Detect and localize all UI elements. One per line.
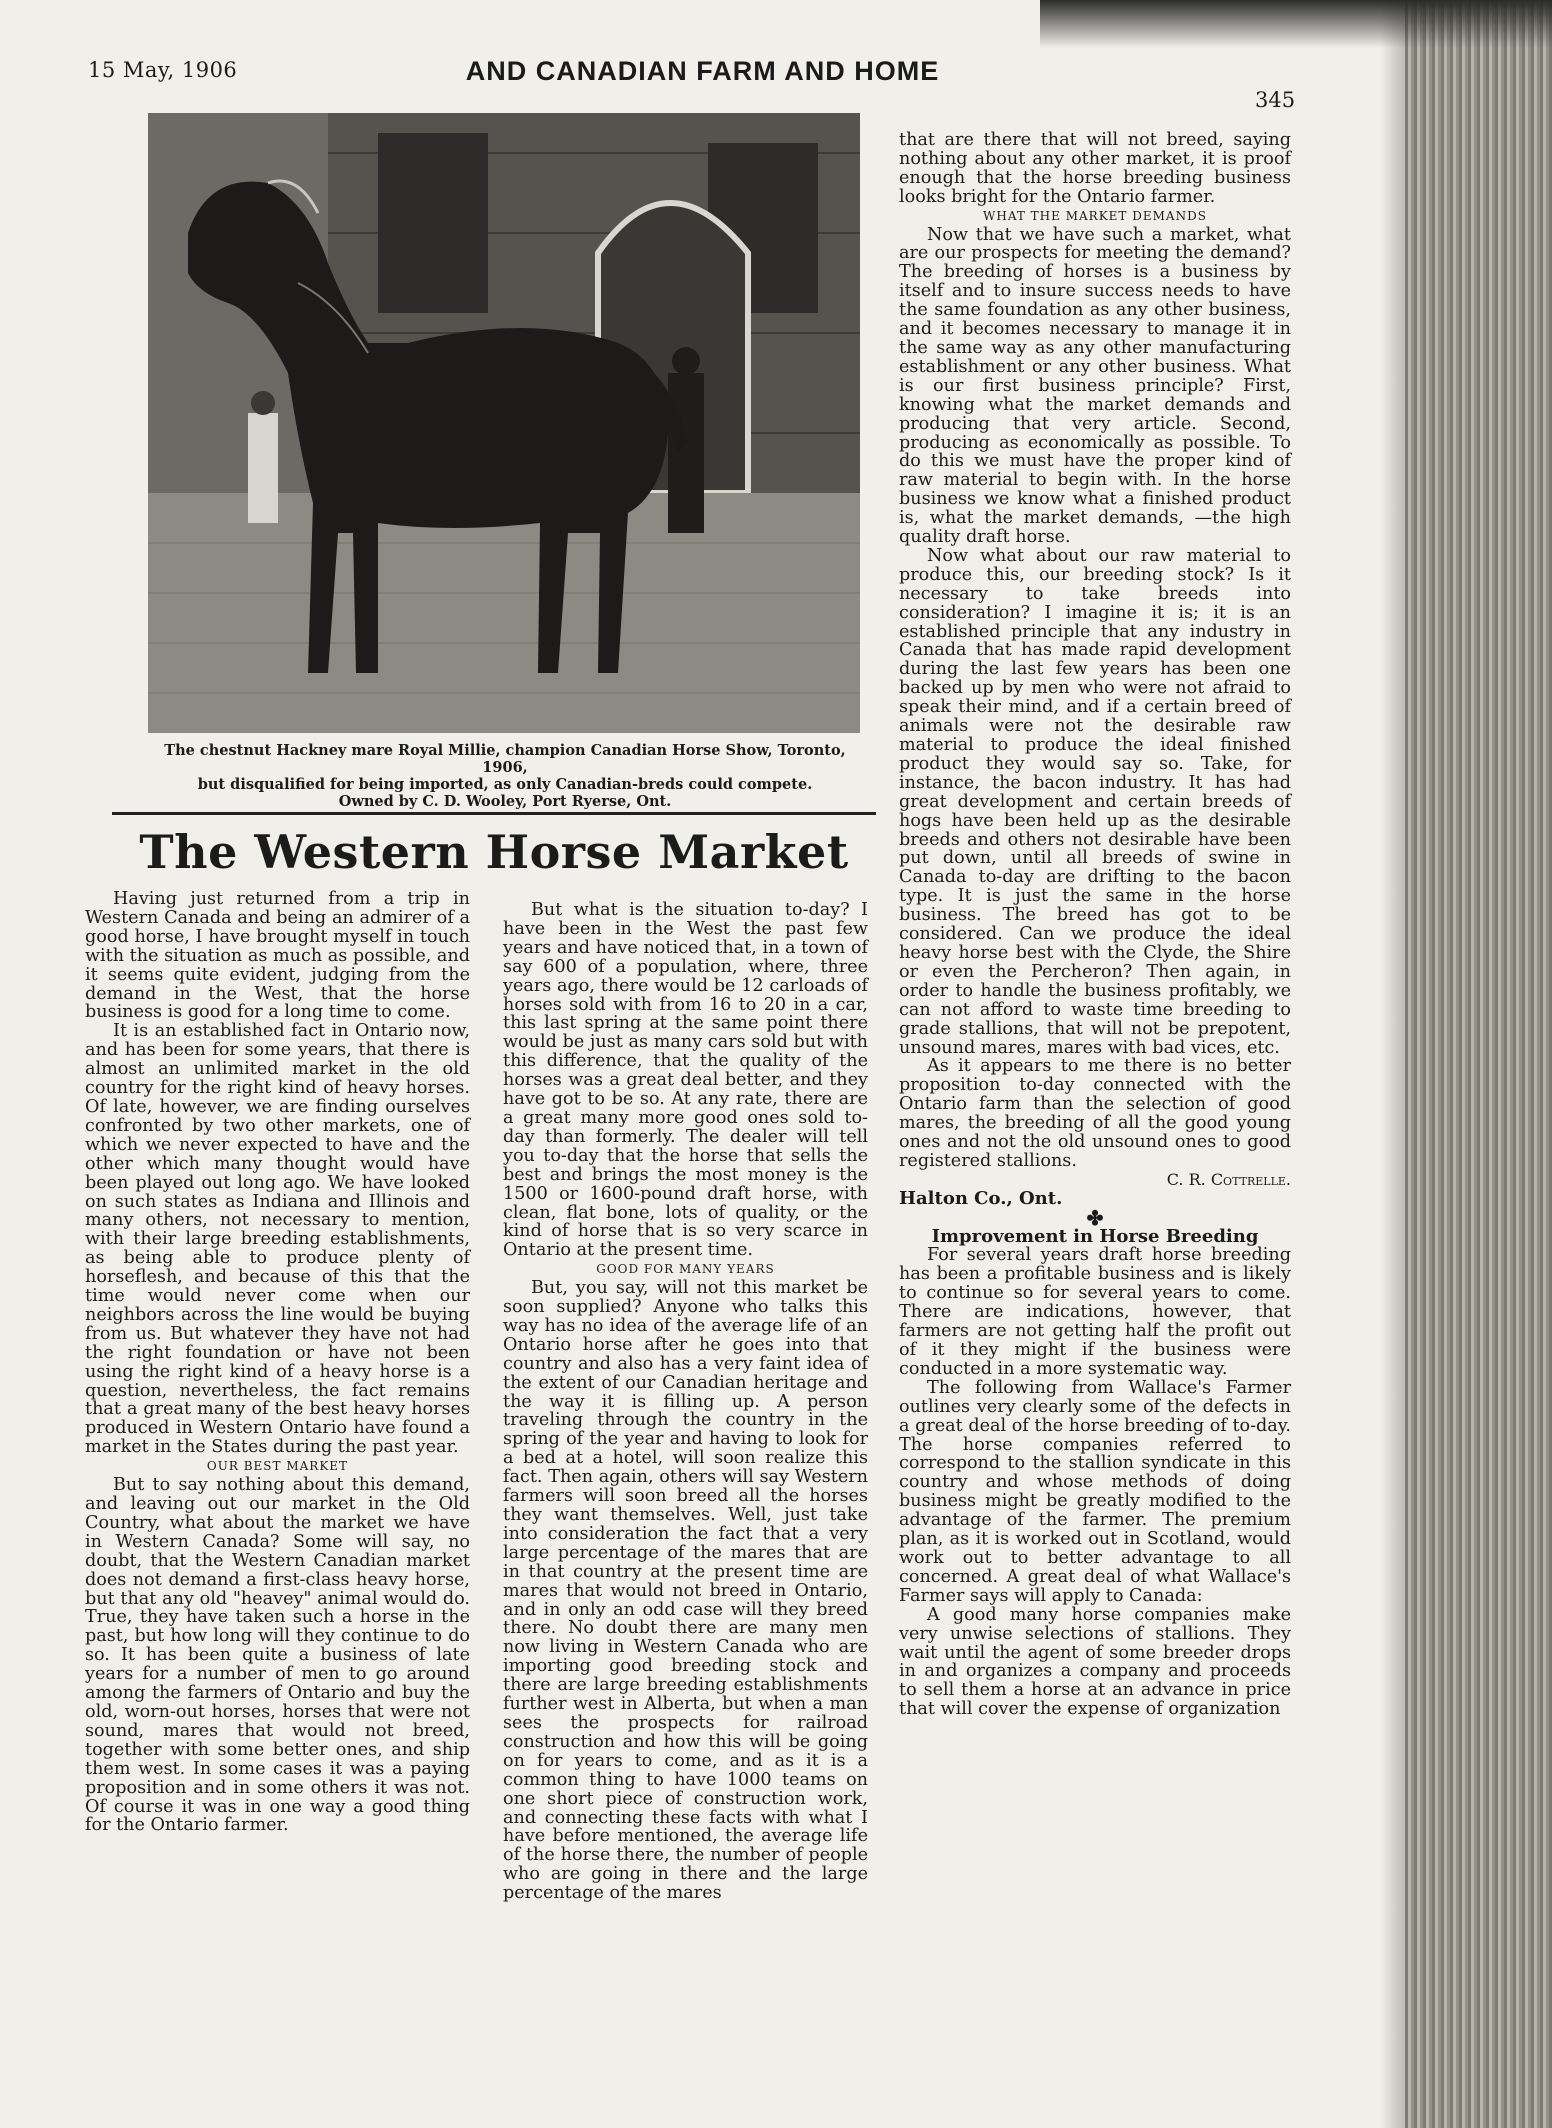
paragraph: But to say nothing about this demand, and leaving out our market in the Old Country, what about the market we have in Western Canada? Some will say, no doubt, that the Western Canadian market does not demand a first-class heavy horse, but that any old "heavey" animal would do. True, they have taken such a horse in the past, but how long will they continue to do so. It has been quite a business of late years for a number of men to go around among the farmers of Ontario and buy the old, worn-out horses, horses that were not sound, mares that would not breed, together with some better ones, and ship them west. In some cases it was a paying proposition and in some others it was not. Of course it was in one way a good thing for the Ontario farmer. xyxy=(85,1475,470,1836)
paragraph: The following from Wallace's Farmer outlines very clearly some of the defects in a great deal of the horse breeding of to-day. The horse companies referred to correspond to the stallion syndicate in this country and whose methods of doing business might be greatly modified to the advantage of the farmer. The premium plan, as it is worked out in Scotland, would work out to better advantage to all concerned. A great deal of what Wallace's Farmer says will apply to Canada: xyxy=(899,1377,1291,1606)
author-location: Halton Co., Ont. xyxy=(899,1187,1063,1209)
running-title: AND CANADIAN FARM AND HOME xyxy=(465,56,940,86)
horse-photo-illustration xyxy=(148,113,860,733)
caption-line: Owned by C. D. Wooley, Port Ryerse, Ont. xyxy=(338,793,672,810)
paragraph: For several years draft horse breeding has been a profitable business and is likely to continue so for several years to come. There are indications, however, that farmers are not getting half the profit out of it they might if the business were conducted in a more systematic way. xyxy=(899,1245,1291,1379)
paragraph: A good many horse companies make very unwise selections of stallions. They wait until the agent of some breeder drops in and organizes a company and proceeds to sell them a horse at an advance in price that will cover the expense of organization xyxy=(899,1604,1291,1720)
scan-shadow xyxy=(1040,0,1552,48)
caption-line: The chestnut Hackney mare Royal Millie, champion Canadian Horse Show, Toronto, 1906, xyxy=(164,742,846,776)
paragraph: Now what about our raw material to produce this, our breeding stock? Is it necessary to take breeds into consideration? I imagine it is; it is an established principle that any industry in Canada that has made rapid development during the last few years has been one backed up by men who were not afraid to speak their mind, and if a certain breed of animals were not the desirable raw material to produce the ideal finished product they would say so. Take, for instance, the bacon industry. It has had great development and certain breeds of hogs have been held up as the desirable breeds and others not desirable have been put down, until all breeds of swine in Canada to-day are drifting to the bacon type. It is just the same in the horse business. The breed has got to be considered. Can we produce the ideal heavy horse best with the Clyde, the Shire or even the Percheron? Then again, in order to handle the business profitably, we can not afford to waste time breeding to grade stallions, that will not be prepotent, unsound mares, mares with bad vices, etc. xyxy=(899,545,1291,1058)
page-header xyxy=(0,56,1405,112)
book-page-edges xyxy=(1405,0,1552,2128)
page-number: 345 xyxy=(1255,88,1296,112)
paragraph: But, you say, will not this market be soon supplied? Anyone who talks this way has no idea of the average life of an Ontario horse after he goes into that country and also has a very faint idea of the extent of our Canadian heritage and the way it is filling up. A person traveling through the country in the spring of the year and having to look for a bed at a hotel, will soon realize this fact. Then again, others will say Western farmers will soon breed all the horses they want themselves. Well, just take into consideration the fact that a very large percentage of the mares that are in that country at the present time are mares that would not breed in Ontario, and in only an odd case will they breed there. No doubt there are many men now living in Western Canada who are importing good breeding stock and there are large breeding establishments further west in Alberta, but when a man sees the prospects for railroad construction and how this will be going on for years to come, and as it is a common thing to have 1000 teams on one short piece of construction work, and connecting these facts with what I have before mentioned, the average life of the horse there, the number of people who are going in there and the large percentage of the mares xyxy=(503,1278,868,1904)
paragraph: It is an established fact in Ontario now, and has been for some years, that there is almost an unlimited market in the old country for the right kind of heavy horses. Of late, however, we are finding ourselves confronted by two other markets, one of which we never expected to have and the other which many thought would have been played out long ago. We have looked on such states as Indiana and Illinois and many others, not necessary to mention, with their large breeding establishments, as being able to produce plenty of horseflesh, and because of this that the time would never come when our neighbors across the line would be buying from us. But whatever they have not had the right foundation or have not been using the right kind of a heavy horse is a question, nevertheless, the fact remains that a great many of the best heavy horses produced in Western Ontario have found a market in the States during the past year. xyxy=(85,1021,470,1458)
section-subhead: OUR BEST MARKET xyxy=(206,1459,349,1474)
article-column-3 xyxy=(899,131,1291,1719)
issue-date: 15 May, 1906 xyxy=(88,58,238,82)
section-subhead: WHAT THE MARKET DEMANDS xyxy=(983,208,1207,223)
headline-rule xyxy=(112,812,876,815)
section-subhead: GOOD FOR MANY YEARS xyxy=(596,1262,775,1277)
section-title: Improvement in Horse Breeding xyxy=(931,1225,1259,1247)
paragraph: Having just returned from a trip in Western Canada and being an admirer of a good horse, I have brought myself in touch with the situation as much as possible, and it seems quite evident, judging from the demand in the West, that the horse business is good for a long time to come. xyxy=(85,889,470,1023)
article-column-2 xyxy=(503,901,868,1903)
article-headline: The Western Horse Market xyxy=(139,825,849,879)
paragraph: Now that we have such a market, what are our prospects for meeting the demand? The breeding of horses is a business by itself and to insure success needs to have the same foundation as any other business, and it becomes necessary to manage it in the same way as any other manufacturing establishment or any other business. What is our first business principle? First, knowing what the market demands and producing that very article. Second, producing as economically as possible. To do this we must have the proper kind of raw material to begin with. In the horse business we know what a finished product is, what the market demands, —the high quality draft horse. xyxy=(899,224,1291,548)
paragraph: that are there that will not breed, saying nothing about any other market, it is proof enough that the horse breeding business looks bright for the Ontario farmer. xyxy=(899,130,1291,207)
author-signature: C. R. Cottrelle. xyxy=(1166,1169,1291,1189)
section-ornament: ✤ xyxy=(1086,1205,1104,1230)
caption-line: but disqualified for being imported, as only Canadian-breds could compete. xyxy=(197,776,813,793)
article-column-1 xyxy=(85,890,470,1835)
paragraph: But what is the situation to-day? I have been in the West the past few years and have noticed that, in a town of say 600 of a population, where, three years ago, there would be 12 carloads of horses sold with from 16 to 20 in a car, this last spring at the same point there would be just as many cars sold but with this difference, that the quality of the horses was a great deal better, and they have got to be so. At any rate, there are a great many more good ones sold to-day than formerly. The dealer will tell you to-day that the horse that sells the best and brings the most money is the 1500 or 1600-pound draft horse, with clean, flat bone, lots of quality, or the kind of horse that is so very scarce in Ontario at the present time. xyxy=(503,900,868,1261)
paragraph: As it appears to me there is no better proposition to-day connected with the Ontario farm than the selection of good mares, the breeding of all the good young ones and not the old unsound ones to good registered stallions. xyxy=(899,1056,1291,1171)
horse-photograph xyxy=(148,113,860,733)
photo-caption xyxy=(140,742,870,810)
